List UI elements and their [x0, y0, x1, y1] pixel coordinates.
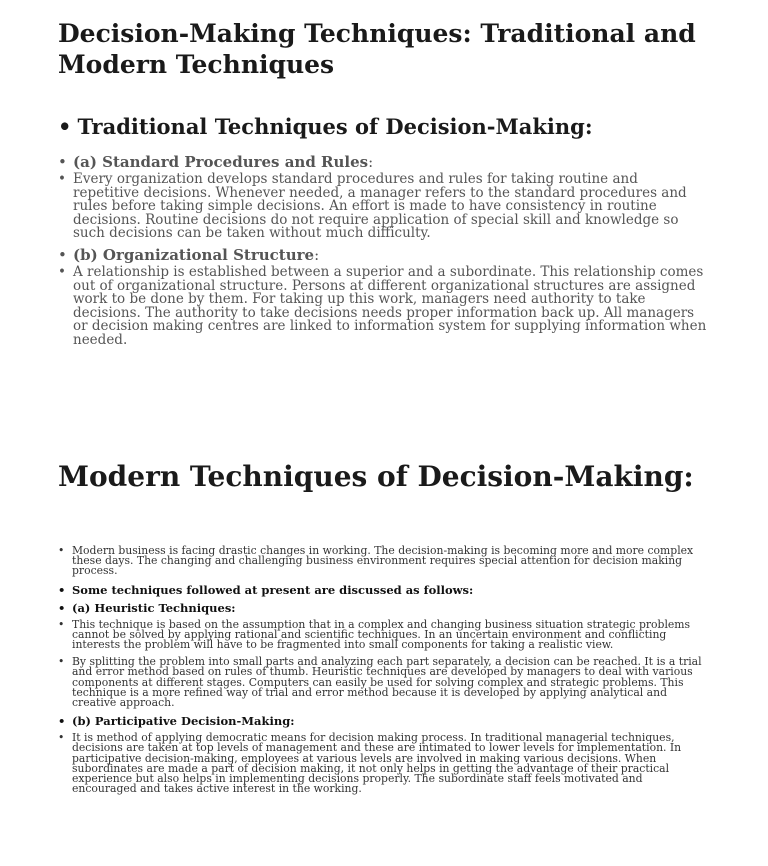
list-item: • Modern business is facing drastic changes in working. The decision-making is becoming more and more complex these days. The changing and challenging business environment requires special attention for decision making process.: [58, 546, 708, 577]
list-item: • (b) Organizational Structure:: [58, 245, 708, 265]
subheading-participative: • (b) Participative Decision-Making:: [58, 715, 708, 728]
list-item: • This technique is based on the assumption that in a complex and changing business situation strategic problems cannot be solved by applying rational and scientific techniques. In an uncertain environment and conflicting interests the problem will have to be fragmented into small components for taking a realistic view.: [58, 620, 708, 651]
bullet: •: [58, 114, 72, 139]
list-item: • A relationship is established between a superior and a subordinate. This relationship comes out of organizational structure. Persons at different organizational structures are assigned work to be done by them. For taking up this work, managers need authority to take decisions. The authority to take decisions needs proper information back up. All managers or decision making centres are linked to information system for supplying information when needed.: [58, 266, 708, 348]
list-item: • By splitting the problem into small parts and analyzing each part separately, a decision can be reached. It is a trial and error method based on rules of thumb. Heuristic techniques are developed by managers to deal with various components at different stages. Computers can easily be used for solving complex and strategic problems. This technique is a more refined way of trial and error method because it is developed by applying analytical and creative approach.: [58, 657, 708, 708]
subheading-organizational-structure: (b) Organizational Structure: [73, 245, 315, 264]
subheading-heuristic: • (a) Heuristic Techniques:: [58, 602, 708, 615]
subheading-standard-procedures: (a) Standard Procedures and Rules: [73, 153, 369, 171]
list-item: • Every organization develops standard procedures and rules for taking routine and repetitive decisions. Whenever needed, a manager refers to the standard procedures and rules before taking simple decisions. An effort is made to have consistency in routine decisions. Routine decisions do not require application of special skill and knowledge so such decisions can be taken without much difficulty.: [58, 173, 708, 241]
modern-list: [58, 546, 708, 801]
modern-heading: Modern Techniques of Decision-Making:: [58, 460, 694, 493]
list-item: • It is method of applying democratic means for decision making process. In traditional managerial techniques, decisions are taken at top levels of management and these are intimated to lower levels for implementation. In participative decision-making, employees at various levels are involved in making various decisions. When subordinates are made a part of decision making, it not only helps in getting the advantage of their practical experience but also helps in implementing decisions properly. The subordinate staff feels motivated and encouraged and takes active interest in the working.: [58, 733, 708, 794]
list-item: • (a) Standard Procedures and Rules:: [58, 152, 708, 172]
traditional-heading-text: Traditional Techniques of Decision-Making:: [77, 114, 593, 139]
list-item: • Some techniques followed at present are discussed as follows:: [58, 584, 708, 597]
traditional-heading: [58, 113, 593, 141]
document-title: Decision-Making Techniques: Traditional and Modern Techniques: [58, 19, 696, 79]
traditional-list: [58, 152, 708, 352]
